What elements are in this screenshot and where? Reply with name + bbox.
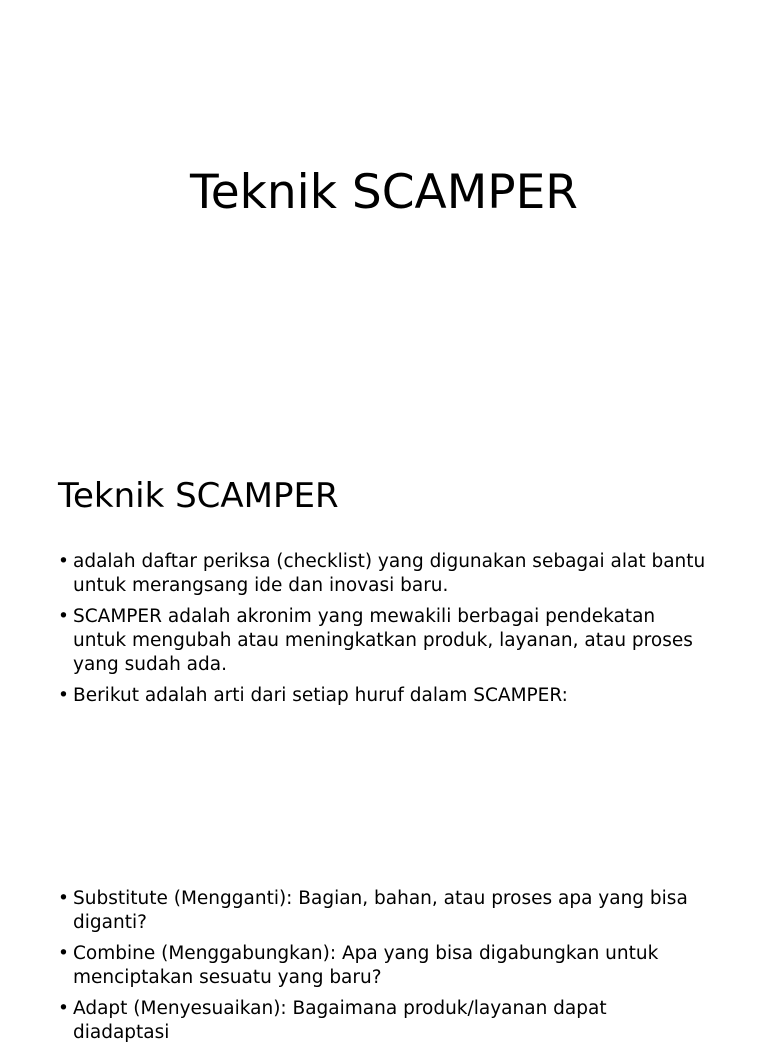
list-item — [58, 550, 708, 598]
bullet-icon: • — [58, 551, 69, 572]
list-item-text: SCAMPER adalah akronim yang mewakili berbagai pendekatan untuk mengubah atau meningkatkan produk, layanan, atau proses yang sudah ada. — [73, 606, 693, 675]
list-item — [58, 684, 708, 708]
slide-details — [0, 837, 768, 1043]
list-item-text: Combine (Menggabungkan): Apa yang bisa digabungkan untuk menciptakan sesuatu yang baru? — [73, 943, 659, 988]
bullet-list — [58, 550, 708, 715]
bullet-icon: • — [58, 685, 69, 706]
bullet-list — [58, 887, 708, 1052]
bullet-icon: • — [58, 943, 69, 964]
presentation-title: Teknik SCAMPER — [190, 165, 578, 220]
list-item-text: Substitute (Mengganti): Bagian, bahan, atau proses apa yang bisa diganti? — [73, 888, 688, 933]
list-item-text: adalah daftar periksa (checklist) yang digunakan sebagai alat bantu untuk merangsang ide dan inovasi baru. — [73, 551, 706, 596]
bullet-icon: • — [58, 998, 69, 1019]
slide-intro — [0, 432, 768, 837]
list-item-text: Berikut adalah arti dari setiap huruf dalam SCAMPER: — [73, 685, 568, 706]
list-item — [58, 887, 708, 935]
list-item — [58, 605, 708, 677]
slide-title — [0, 0, 768, 432]
bullet-icon: • — [58, 888, 69, 909]
list-item-text: Adapt (Menyesuaikan): Bagaimana produk/layanan dapat diadaptasi — [73, 998, 607, 1043]
slide-heading: Teknik SCAMPER — [58, 476, 339, 516]
list-item — [58, 942, 708, 990]
list-item — [58, 997, 708, 1045]
bullet-icon: • — [58, 606, 69, 627]
